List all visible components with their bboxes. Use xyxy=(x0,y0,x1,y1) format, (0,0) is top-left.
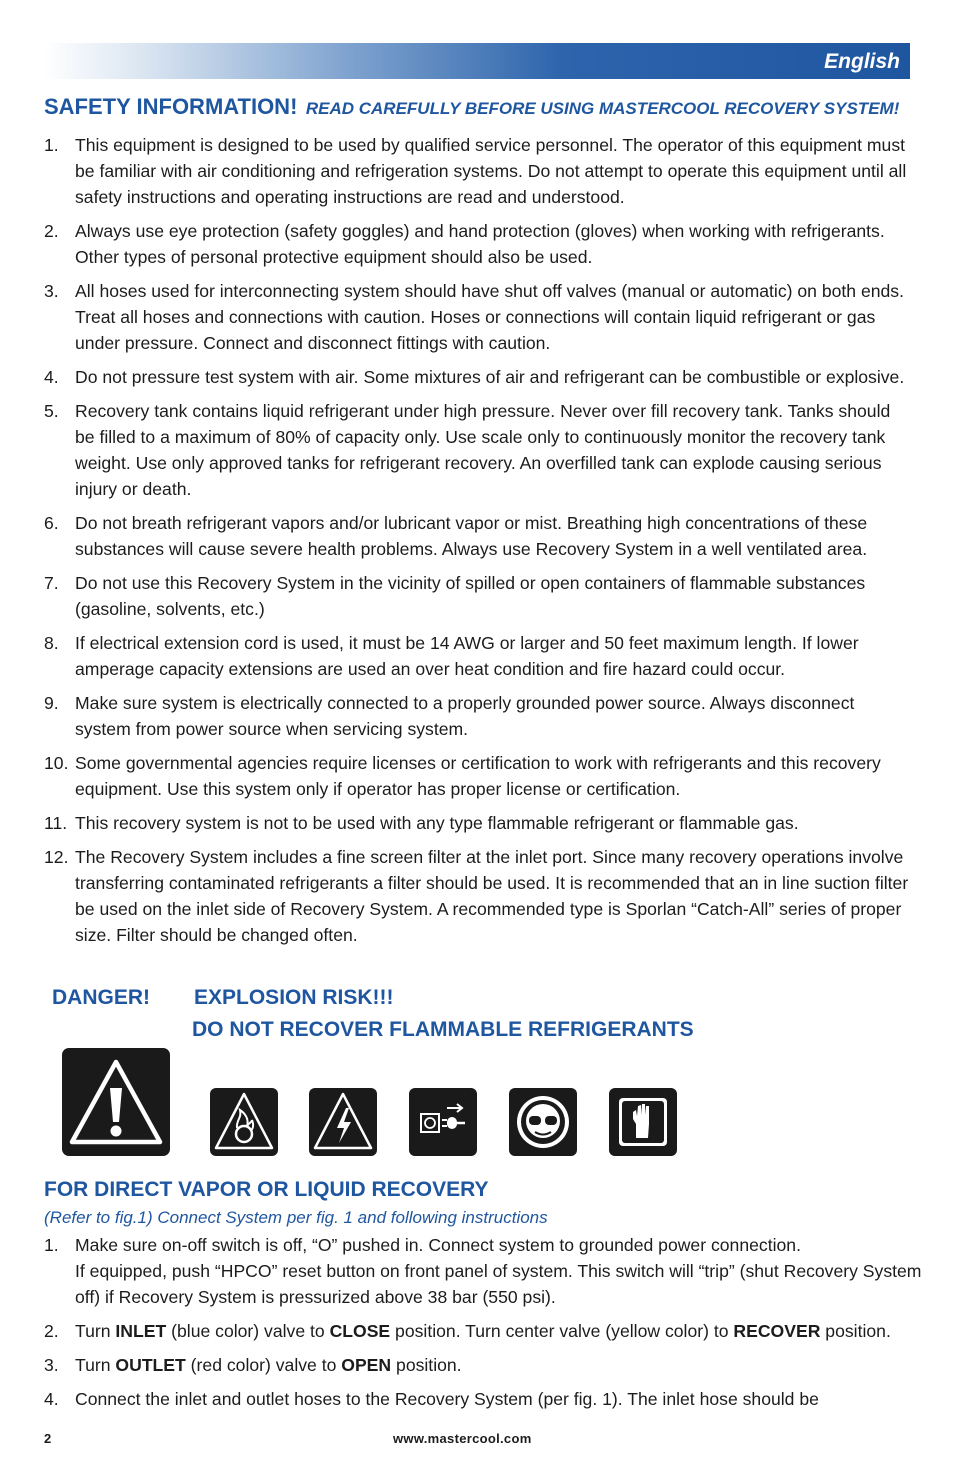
item-text: Make sure on-off switch is off, “O” pushed in. Connect system to grounded power connection. xyxy=(75,1235,801,1255)
item-text: Do not breath refrigerant vapors and/or lubricant vapor or mist. Breathing high concentrations of these substances will cause severe health problems. Always use Recovery System in a well ventilated area. xyxy=(75,513,868,559)
safety-heading xyxy=(44,94,924,120)
list-item xyxy=(44,132,910,210)
recovery-title: FOR DIRECT VAPOR OR LIQUID RECOVERY xyxy=(44,1178,489,1201)
item-text: Always use eye protection (safety goggles) and hand protection (gloves) when working with refrigerants. Other types of personal protective equipment should also be used. xyxy=(75,221,885,267)
list-item xyxy=(44,1232,924,1310)
item-text: This equipment is designed to be used by qualified service personnel. The operator of this equipment must be familiar with air conditioning and refrigeration systems. Do not attempt to operate this equipment until all safety instructions and operating instructions are read and understood. xyxy=(75,135,907,207)
item-text: Do not pressure test system with air. Some mixtures of air and refrigerant can be combustible or explosive. xyxy=(75,367,905,387)
item-number: 12. xyxy=(44,847,69,867)
item-text: position. xyxy=(391,1355,462,1375)
item-text: Recovery tank contains liquid refrigerant under high pressure. Never over fill recovery tank. Tanks should be filled to a maximum of 80% of capacity only. Use scale only to continuously monitor the recovery tank weight. Use only approved tanks for refrigerant recovery. An overfilled tank can explode causing serious injury or death. xyxy=(75,401,891,499)
gloves-icon xyxy=(609,1088,677,1156)
list-item xyxy=(44,398,910,502)
recovery-list xyxy=(44,1232,924,1420)
list-item xyxy=(44,844,910,948)
item-text: Turn xyxy=(75,1321,116,1341)
explosion-risk-label: EXPLOSION RISK!!! xyxy=(194,986,394,1009)
valve-name: OUTLET xyxy=(115,1355,186,1375)
list-item xyxy=(44,690,910,742)
header-bar xyxy=(44,43,910,79)
item-number: 4. xyxy=(44,1389,59,1409)
item-number: 2. xyxy=(44,221,59,241)
safety-goggles-icon xyxy=(509,1088,577,1156)
list-item xyxy=(44,630,910,682)
valve-name: INLET xyxy=(115,1321,167,1341)
item-text: All hoses used for interconnecting system should have shut off valves (manual or automatic) on both ends. Treat all hoses and connections with caution. Hoses or connections will contain liquid refrigerant or gas under pressure. Connect and disconnect fittings with caution. xyxy=(75,281,904,353)
flammable-warning: DO NOT RECOVER FLAMMABLE REFRIGERANTS xyxy=(192,1018,694,1041)
high-voltage-icon xyxy=(309,1088,377,1156)
item-number: 7. xyxy=(44,573,59,593)
danger-heading xyxy=(52,986,394,1010)
item-text: (red color) valve to xyxy=(185,1355,342,1375)
list-item xyxy=(44,810,910,836)
oxidizer-fire-icon xyxy=(210,1088,278,1156)
list-item xyxy=(44,278,910,356)
item-text: This recovery system is not to be used with any type flammable refrigerant or flammable gas. xyxy=(75,813,799,833)
item-number: 3. xyxy=(44,281,59,301)
list-item xyxy=(44,1318,924,1344)
valve-position: OPEN xyxy=(341,1355,392,1375)
warning-icon xyxy=(62,1048,170,1156)
item-number: 5. xyxy=(44,401,59,421)
list-item xyxy=(44,750,910,802)
item-number: 10. xyxy=(44,753,69,773)
item-text: Some governmental agencies require licenses or certification to work with refrigerants and this recovery equipment. Use this system only if operator has proper license or certification. xyxy=(75,753,881,799)
item-text: Do not use this Recovery System in the vicinity of spilled or open containers of flammable substances (gasoline, solvents, etc.) xyxy=(75,573,866,619)
danger-label: DANGER! xyxy=(52,986,150,1009)
item-text: Make sure system is electrically connected to a properly grounded power source. Always disconnect system from power source when servicing system. xyxy=(75,693,855,739)
item-number: 2. xyxy=(44,1321,59,1341)
item-number: 6. xyxy=(44,513,59,533)
page-number: 2 xyxy=(44,1431,52,1446)
item-number: 8. xyxy=(44,633,59,653)
item-number: 9. xyxy=(44,693,59,713)
item-number: 4. xyxy=(44,367,59,387)
list-item xyxy=(44,570,910,622)
item-text: position. Turn center valve (yellow color) to xyxy=(390,1321,734,1341)
item-number: 1. xyxy=(44,135,59,155)
safety-list xyxy=(44,132,910,956)
item-text: The Recovery System includes a fine screen filter at the inlet port. Since many recovery operations involve transferring contaminated refrigerants a filter should be used. It is recommended that an in line suction filter be used on the inlet side of Recovery System. A recommended type is Sporlan “Catch-All” series of proper size. Filter should be changed often. xyxy=(75,847,909,945)
item-text: (blue color) valve to xyxy=(166,1321,330,1341)
item-number: 11. xyxy=(44,813,68,833)
item-number: 3. xyxy=(44,1355,59,1375)
item-text: If electrical extension cord is used, it must be 14 AWG or larger and 50 feet maximum length. If lower amperage capacity extensions are used an over heat condition and fire hazard could occur. xyxy=(75,633,859,679)
valve-position: RECOVER xyxy=(733,1321,821,1341)
list-item xyxy=(44,510,910,562)
list-item xyxy=(44,364,910,390)
item-text: If equipped, push “HPCO” reset button on front panel of system. This switch will “trip” (shut Recovery System off) if Recovery System is pressurized above 38 bar (550 psi). xyxy=(75,1261,922,1307)
safety-subtitle: READ CAREFULLY BEFORE USING MASTERCOOL RECOVERY SYSTEM! xyxy=(305,99,900,118)
safety-title: SAFETY INFORMATION! xyxy=(44,94,298,119)
item-text: Turn xyxy=(75,1355,116,1375)
list-item xyxy=(44,1352,924,1378)
footer-url: www.mastercool.com xyxy=(393,1431,532,1446)
item-text: position. xyxy=(820,1321,891,1341)
list-item xyxy=(44,1386,924,1412)
list-item xyxy=(44,218,910,270)
valve-position: CLOSE xyxy=(329,1321,391,1341)
item-number: 1. xyxy=(44,1235,59,1255)
item-text: Connect the inlet and outlet hoses to the Recovery System (per fig. 1). The inlet hose should be xyxy=(75,1389,819,1409)
language-label: English xyxy=(824,50,900,73)
unplug-icon xyxy=(409,1088,477,1156)
recovery-subtitle: (Refer to fig.1) Connect System per fig. 1 and following instructions xyxy=(44,1208,548,1227)
